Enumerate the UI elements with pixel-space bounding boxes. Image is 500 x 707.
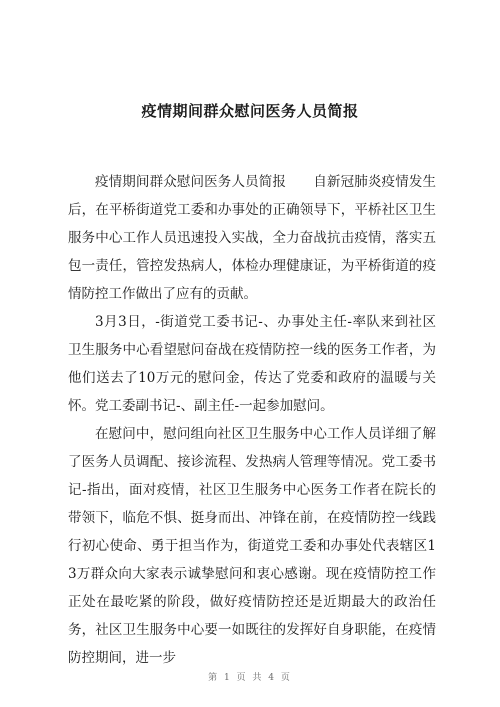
paragraph-1: 疫情期间群众慰问医务人员简报 自新冠肺炎疫情发生后，在平桥街道党工委和办事处的正确领导下，平桥社区卫生服务中心工作人员迅速投入实战，全力奋战抗击疫情，落实五包一责任，管控发热病人，体检办理健康证，为平桥街道的疫情防控工作做出了应有的贡献。 [68,174,436,302]
paragraph-3: 在慰问中，慰问组向社区卫生服务中心工作人员详细了解了医务人员调配、接诊流程、发热病人管理等情况。党工委书记-指出，面对疫情，社区卫生服务中心医务工作者在院长的带领下，临危不惧、挺身而出、冲锋在前，在疫情防控一线践行初心使命、勇于担当作为，街道党工委和办事处代表辖区13万群众向大家表示诚挚慰问和衷心感谢。现在疫情防控工作正处在最吃紧的阶段，做好疫情防控还是近期最大的政治任务，社区卫生服务中心要一如既往的发挥好自身职能，在疫情防控期间，进一步 [68,426,436,666]
paragraph-2: 3月3日，-街道党工委书记-、办事处主任-率队来到社区卫生服务中心看望慰问奋战在疫情防控一线的医务工作者，为他们送去了10万元的慰问金，传达了党委和政府的温暖与关怀。党工委副书记-、副主任-一起参加慰问。 [68,314,436,414]
page-number-footer: 第 1 页 共 4 页 [208,673,292,683]
document-title: 疫情期间群众慰问医务人员简报 [141,102,359,120]
document-body [68,168,436,672]
